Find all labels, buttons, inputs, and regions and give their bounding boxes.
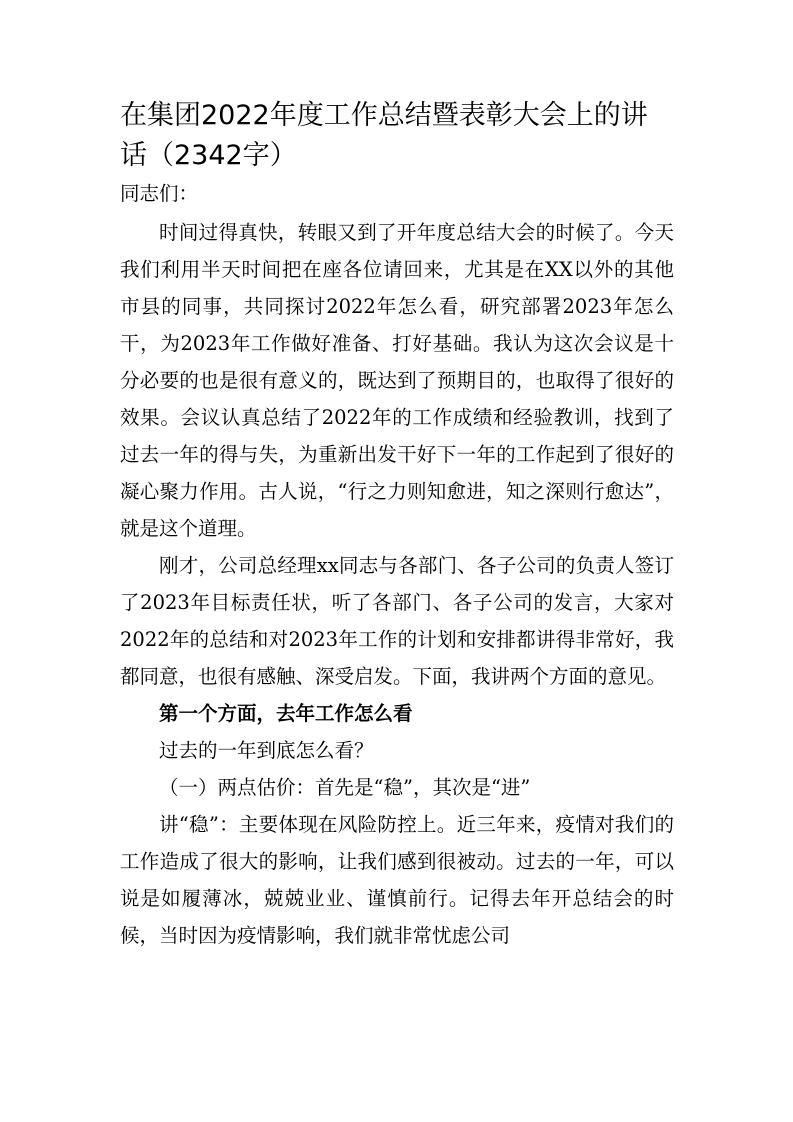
paragraph-opening: 时间过得真快，转眼又到了开年度总结大会的时候了。今天我们利用半天时间把在座各位请回来，尤其是在XX以外的其他市县的同事，共同探讨2022年怎么看，研究部署2023年怎么干，为2023年工作做好准备、打好基础。我认为这次会议是十分必要的也是很有意义的，既达到了预期目的，也取得了很好的效果。会议认真总结了2022年的工作成绩和经验教训，找到了过去一年的得与失，为重新出发干好下一年的工作起到了很好的凝心聚力作用。古人说，“行之力则知愈进，知之深则行愈达”，就是这个道理。	[120, 221, 674, 540]
salutation: 同志们：	[120, 182, 199, 205]
subheading: （一）两点估价：首先是“稳”，其次是“进”	[159, 776, 531, 799]
section-heading: 第一个方面，去年工作怎么看	[159, 702, 413, 725]
paragraph-stability: 讲“稳”：主要体现在风险防控上。近三年来，疫情对我们的工作造成了很大的影响，让我们感到很被动。过去的一年，可以说是如履薄冰，兢兢业业、谨慎前行。记得去年开总结会的时候，当时因为疫情影响，我们就非常忧虑公司	[120, 813, 674, 947]
document-page	[120, 96, 674, 954]
question-line: 过去的一年到底怎么看？	[159, 739, 374, 762]
document-title: 在集团2022年度工作总结暨表彰大会上的讲话（2342字）	[120, 100, 648, 171]
paragraph-signing: 刚才，公司总经理xx同志与各部门、各子公司的负责人签订了2023年目标责任状，听了各部门、各子公司的发言，大家对2022年的总结和对2023年工作的计划和安排都讲得非常好，我都同意，也很有感触、深受启发。下面，我讲两个方面的意见。	[120, 554, 674, 688]
